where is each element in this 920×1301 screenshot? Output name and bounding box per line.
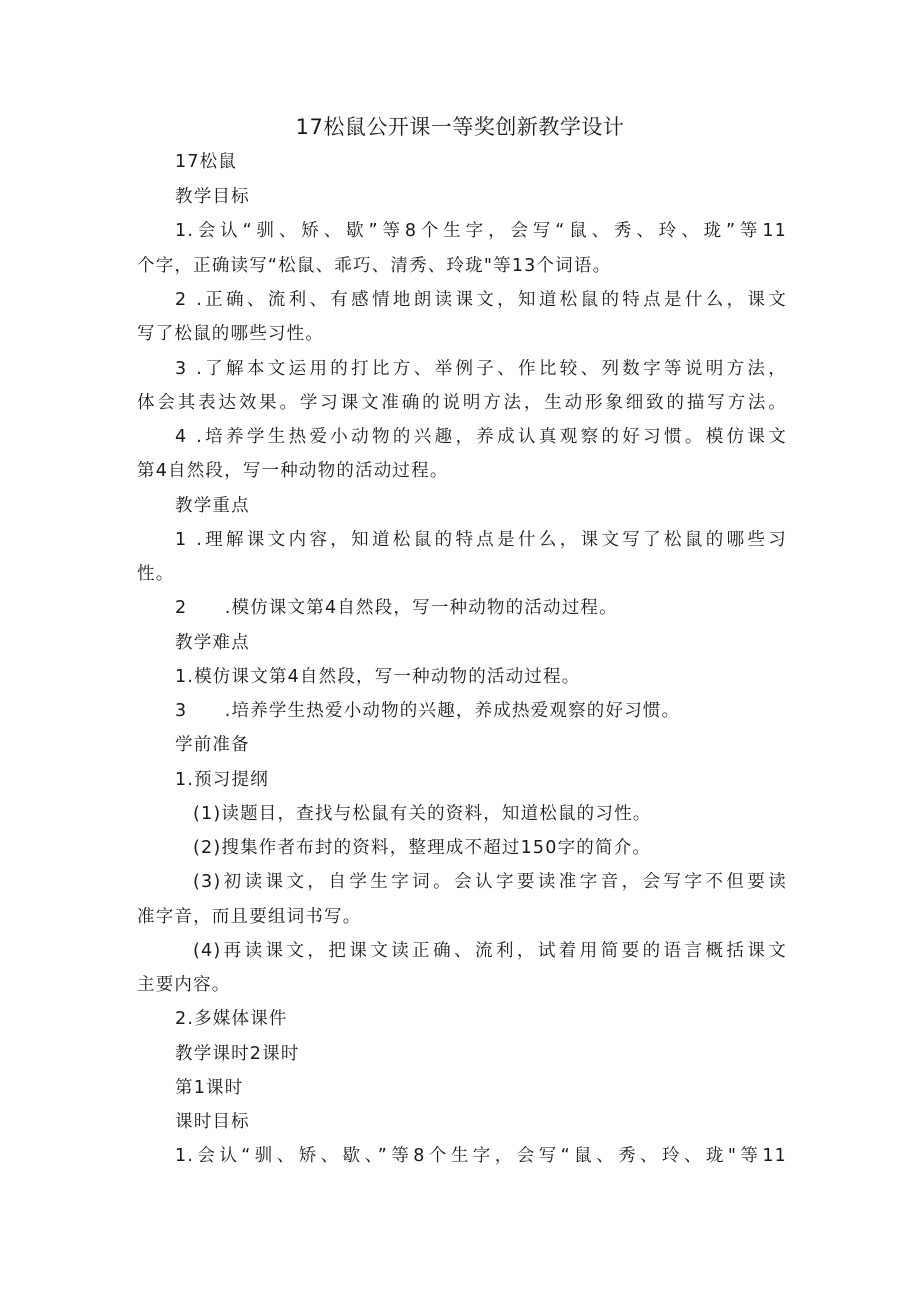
paragraph-line: 体会其表达效果。学习课文准确的说明方法，生动形象细致的描写方法。 — [137, 393, 787, 413]
paragraph-line: 第4自然段，写一种动物的活动过程。 — [137, 461, 449, 481]
paragraph-line: 3 .培养学生热爱小动物的兴趣，养成热爱观察的好习惯。 — [175, 701, 681, 721]
paragraph-line: 4 .培养学生热爱小动物的兴趣，养成认真观察的好习惯。模仿课文 — [175, 427, 787, 447]
paragraph-line: 3 .了解本文运用的打比方、举例子、作比较、列数字等说明方法， — [175, 359, 787, 379]
section-heading-key-points: 教学重点 — [175, 496, 250, 516]
document-title: 17松鼠公开课一等奖创新教学设计 — [295, 115, 625, 139]
paragraph-line: 1.模仿课文第4自然段，写一种动物的活动过程。 — [175, 667, 581, 687]
paragraph-line: 性。 — [137, 564, 175, 584]
section-heading-periods: 教学课时2课时 — [175, 1044, 300, 1064]
paragraph-line: 准字音，而且要组词书写。 — [137, 907, 362, 927]
paragraph-line: 写了松鼠的哪些习性。 — [137, 324, 324, 344]
paragraph-line: (3)初读课文，自学生字词。会认字要读准字音，会写字不但要读 — [193, 872, 787, 892]
paragraph-line: (4)再读课文，把课文读正确、流利，试着用简要的语言概括课文 — [193, 941, 787, 961]
paragraph-line: 2 .模仿课文第4自然段，写一种动物的活动过程。 — [175, 598, 618, 618]
paragraph-line: 2.多媒体课件 — [175, 1009, 288, 1029]
paragraph-line: 1.预习提纲 — [175, 770, 269, 790]
section-heading-preparation: 学前准备 — [175, 735, 250, 755]
section-heading-difficulties: 教学难点 — [175, 633, 250, 653]
paragraph-line: 主要内容。 — [137, 975, 231, 995]
paragraph-line: 1 .理解课文内容，知道松鼠的特点是什么，课文写了松鼠的哪些习 — [175, 530, 787, 550]
section-heading-period-objectives: 课时目标 — [175, 1112, 250, 1132]
paragraph-line: (1)读题目，查找与松鼠有关的资料，知道松鼠的习性。 — [193, 804, 652, 824]
paragraph-line: 2 .正确、流利、有感情地朗读课文，知道松鼠的特点是什么，课文 — [175, 290, 787, 310]
paragraph-line: 1.会认“驯、矫、歇、”等8个生字，会写“鼠、秀、玲、珑"等11 — [175, 1146, 787, 1166]
paragraph-line: 个字，正确读写“松鼠、乖巧、清秀、玲珑"等13个词语。 — [137, 256, 612, 276]
paragraph-line: (2)搜集作者布封的资料，整理成不超过150字的简介。 — [193, 838, 652, 858]
lesson-heading: 17松鼠 — [175, 152, 238, 172]
paragraph-line: 1.会认“驯、矫、歇”等8个生字，会写“鼠、秀、玲、珑”等11 — [175, 221, 787, 241]
section-heading-period-1: 第1课时 — [175, 1078, 244, 1098]
section-heading-objectives: 教学目标 — [175, 187, 250, 207]
